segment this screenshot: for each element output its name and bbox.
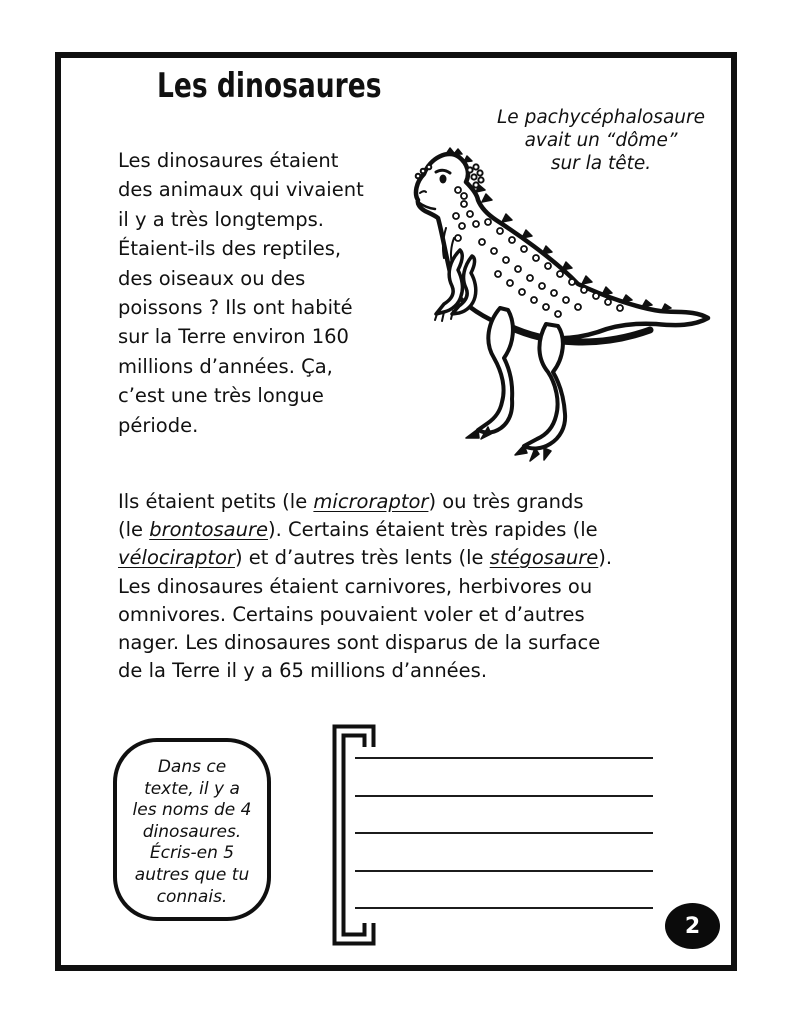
- caption-line: Le pachycéphalosaure: [497, 107, 705, 128]
- caption-line: sur la tête.: [550, 153, 652, 174]
- text-line: [118, 516, 612, 544]
- text-line: [118, 544, 612, 572]
- text-run: Ils étaient petits (le: [118, 490, 314, 513]
- bubble-line: les noms de 4: [132, 800, 252, 821]
- text-line: omnivores. Certains pouvaient voler et d’autres: [118, 602, 585, 626]
- text-line: [118, 488, 612, 516]
- dino-name-stegosaure: stégosaure: [489, 546, 599, 570]
- answer-line: [355, 832, 653, 834]
- answer-line: [355, 757, 653, 759]
- page-number: 2: [684, 913, 701, 939]
- text-line: Les dinosaures étaient carnivores, herbivores ou: [118, 574, 593, 598]
- answer-line: [355, 870, 653, 872]
- text-run: (le: [118, 518, 150, 542]
- caption-line: avait un “dôme”: [524, 130, 678, 151]
- text-line: nager. Les dinosaures sont disparus de la surface: [118, 631, 601, 655]
- dino-name-velociraptor: vélociraptor: [118, 546, 235, 570]
- bubble-line: connais.: [156, 886, 228, 907]
- text-line: Étaient-ils des reptiles,: [118, 237, 342, 261]
- bubble-line: texte, il y a: [144, 778, 240, 799]
- bubble-line: Dans ce: [157, 757, 227, 777]
- text-line: sur la Terre environ 160: [118, 325, 349, 349]
- dino-eye: [440, 175, 446, 183]
- text-line: de la Terre il y a 65 millions d’années.: [118, 659, 488, 683]
- text-run: ).: [598, 546, 613, 570]
- dino-leg: [524, 324, 565, 448]
- instruction-bubble: [113, 738, 271, 921]
- dinosaur-illustration: [398, 146, 720, 476]
- text-line: il y a très longtemps.: [118, 207, 324, 231]
- intro-paragraph: [118, 146, 364, 440]
- bubble-line: dinosaures.: [142, 821, 242, 842]
- page-number-badge: [665, 903, 720, 949]
- bubble-line: Écris-en 5: [149, 843, 235, 864]
- text-line: des oiseaux ou des: [118, 266, 306, 290]
- text-line: c’est une très longue: [118, 384, 324, 408]
- answer-line: [355, 795, 653, 797]
- page-title: Les dinosaures: [157, 66, 382, 106]
- text-line: période.: [118, 413, 199, 437]
- dino-leg: [478, 308, 513, 432]
- body-paragraph: [118, 488, 612, 685]
- dino-name-microraptor: microraptor: [313, 490, 429, 513]
- text-line: des animaux qui vivaient: [118, 178, 364, 202]
- text-run: ) ou très grands: [428, 490, 584, 513]
- bracket-graphic: [329, 719, 377, 951]
- text-line: Les dinosaures étaient: [118, 149, 339, 172]
- bubble-line: autres que tu: [134, 864, 250, 885]
- dino-name-brontosaure: brontosaure: [149, 518, 268, 542]
- text-run: ). Certains étaient très rapides (le: [267, 518, 598, 542]
- text-line: millions d’années. Ça,: [118, 354, 333, 378]
- text-line: poissons ? Ils ont habité: [118, 296, 353, 320]
- answer-line: [355, 907, 653, 909]
- text-run: ) et d’autres très lents (le: [234, 546, 490, 570]
